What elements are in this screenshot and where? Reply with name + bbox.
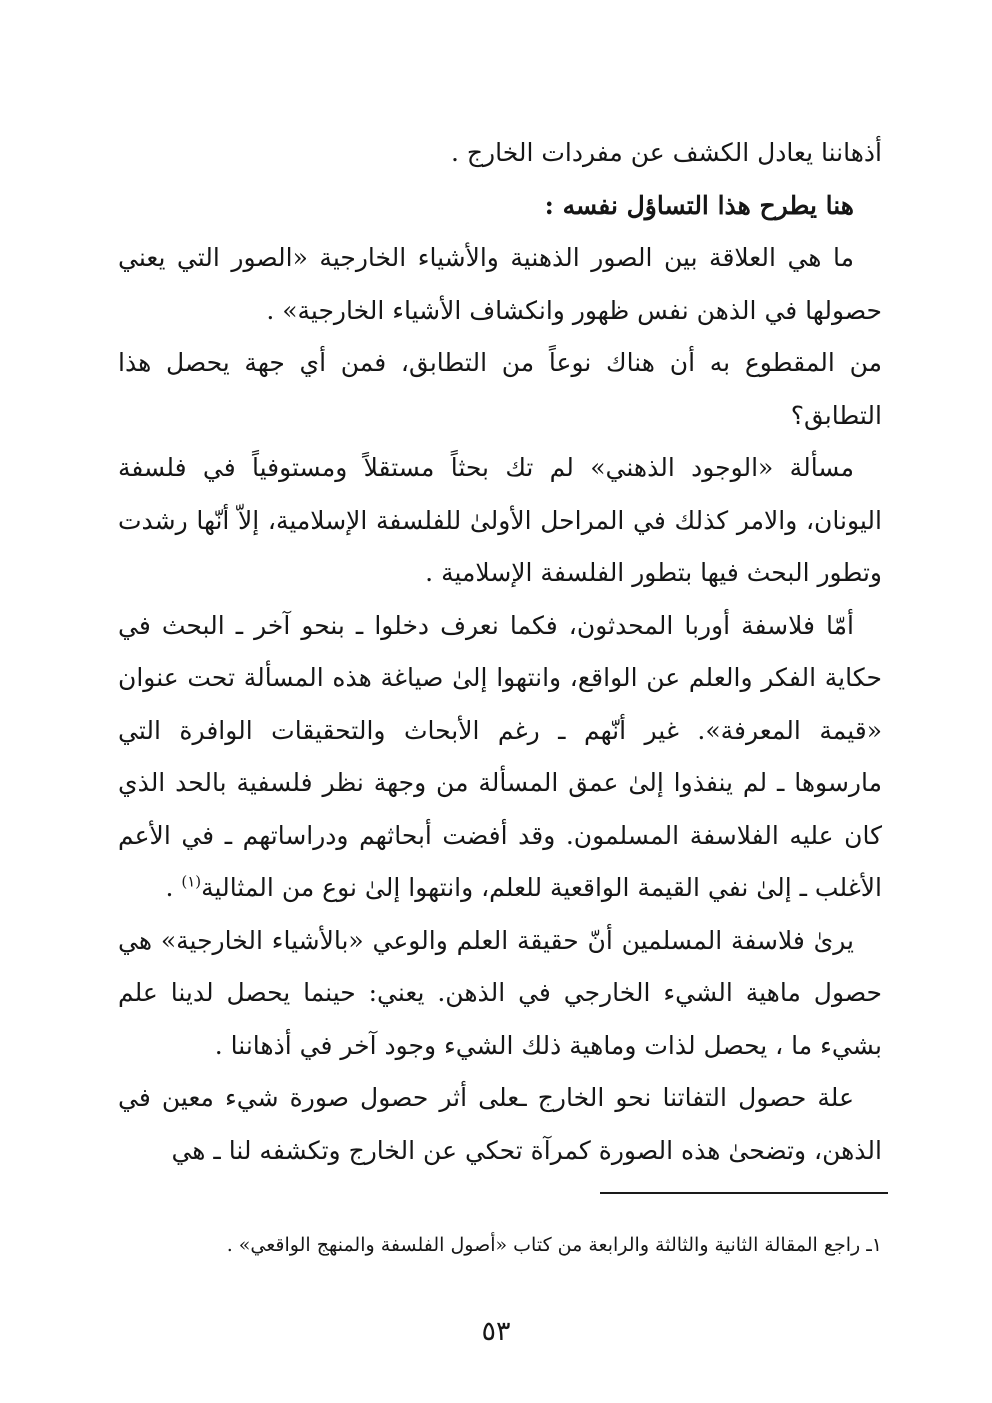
footnote-reference[interactable]: (١) [181, 872, 202, 891]
paragraph: من المقطوع به أن هناك نوعاً من التطابق، فمن أي جهة يحصل هذا التطابق؟ [118, 348, 882, 430]
paragraph-end: . [165, 873, 182, 902]
paragraph: مسألة «الوجود الذهني» لم تك بحثاً مستقلاً ومستوفياً في فلسفة اليونان، والامر كذلك في المراحل الأولىٰ للفلسفة الإسلامية، إلاّ أنّها رشدت وتطور البحث فيها بتطور الفلسفة الإسلامية . [118, 453, 882, 587]
page-number: ٥٣ [481, 1316, 511, 1347]
paragraph-continuation: أذهاننا يعادل الكشف عن مفردات الخارج . [450, 138, 882, 167]
page-body [118, 127, 882, 1177]
paragraph: يرىٰ فلاسفة المسلمين أنّ حقيقة العلم والوعي «بالأشياء الخارجية» هي حصول ماهية الشيء الخارجي في الذهن. يعني: حينما يحصل لدينا علم بشيء ما ، يحصل لذات وماهية ذلك الشيء وجود آخر في أذهاننا . [118, 925, 882, 1060]
paragraph [118, 600, 882, 915]
footnote: ١ـ راجع المقالة الثانية والثالثة والرابعة من كتاب «أصول الفلسفة والمنهج الواقعي» . [226, 1234, 882, 1256]
footnote-divider [600, 1192, 888, 1194]
paragraph: ما هي العلاقة بين الصور الذهنية والأشياء الخارجية «الصور التي يعني حصولها في الذهن نفس ظهور وانكشاف الأشياء الخارجية» . [118, 243, 882, 325]
paragraph-text: أمّا فلاسفة أوربا المحدثون، فكما نعرف دخلوا ـ بنحو آخر ـ البحث في حكاية الفكر والعلم عن الواقع، وانتهوا إلىٰ صياغة هذه المسألة تحت عنوان «قيمة المعرفة». غير أنّهم ـ رغم الأبحاث والتحقيقات الوافرة التي مارسوها ـ لم ينفذوا إلىٰ عمق المسألة من وجهة نظر فلسفية بالحد الذي كان عليه الفلاسفة المسلمون. وقد أفضت أبحاثهم ودراساتهم ـ في الأعم الأغلب ـ إلىٰ نفي القيمة الواقعية للعلم، وانتهوا إلىٰ نوع من المثالية [118, 610, 882, 902]
section-question-heading: هنا يطرح هذا التساؤل نفسه : [544, 190, 854, 220]
paragraph: علة حصول التفاتنا نحو الخارج ـعلى أثر حصول صورة شيء معين في الذهن، وتضحىٰ هذه الصورة كمرآة تحكي عن الخارج وتكشفه لنا ـ هي [118, 1083, 882, 1165]
